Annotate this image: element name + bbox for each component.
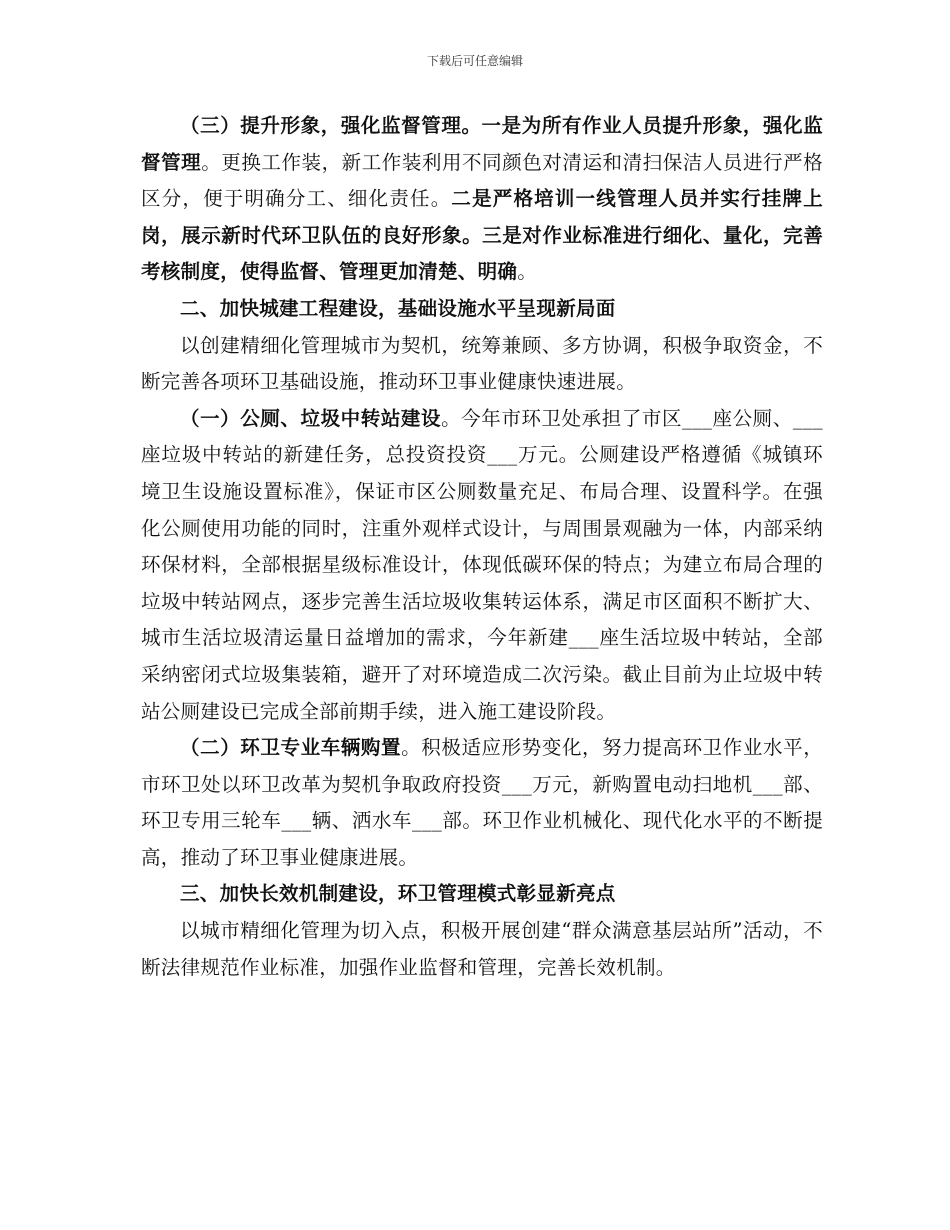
paragraph-text: 。更换工作装，新工作装利用不同颜色对清运和清扫保洁人员进行严格区分，便于明确分工、细化责任。 bbox=[141, 150, 823, 211]
paragraph-vehicle-purchase bbox=[141, 730, 823, 876]
paragraph-lead: （一）公厕、垃圾中转站建设 bbox=[180, 406, 442, 430]
paragraph-lead: （三）提升形象，强化监督管理。一是为所有作业人员提升形象，强化监督管理 bbox=[141, 114, 823, 174]
page-header: 下载后可任意编辑 bbox=[426, 54, 523, 68]
paragraph-improve-image bbox=[141, 108, 823, 291]
paragraph-section-3-intro: 以城市精细化管理为切入点，积极开展创建“群众满意基层站所”活动，不断法律规范作业标准，加强作业监督和管理，完善长效机制。 bbox=[141, 919, 823, 979]
section-heading-2: 二、加快城建工程建设，基础设施水平呈现新局面 bbox=[180, 296, 616, 320]
paragraph-bold-text: 二是严格培训一线管理人员并实行挂牌上岗，展示新时代环卫队伍的良好形象。三是对作业标准进行细化、量化，完善考核制度，使得监督、管理更加清楚、明确 bbox=[141, 187, 823, 284]
paragraph-text: 。今年市环卫处承担了市区___座公厕、___座垃圾中转站的新建任务，总投资投资___万元。公厕建设严格遵循《城镇环境卫生设施设置标准》，保证市区公厕数量充足、布局合理、设置科学。在强化公厕使用功能的同时，注重外观样式设计，与周围景观融为一体，内部采纳环保材料，全部根据星级标准设计，体现低碳环保的特点；为建立布局合理的垃圾中转站网点，逐步完善生活垃圾收集转运体系，满足市区面积不断扩大、城市生活垃圾清运量日益增加的需求，今年新建___座生活垃圾中转站，全部采纳密闭式垃圾集装箱，避开了对环境造成二次污染。截止目前为止垃圾中转站公厕建设已完成全部前期手续，进入施工建设阶段。 bbox=[141, 406, 823, 723]
paragraph-lead: （二）环卫专业车辆购置 bbox=[180, 736, 402, 760]
paragraph-toilets-transfer-stations bbox=[141, 401, 823, 730]
paragraph-text: 。 bbox=[517, 260, 538, 284]
document-body bbox=[141, 108, 823, 986]
paragraph-text: 。积极适应形势变化，努力提高环卫作业水平，市环卫处以环卫改革为契机争取政府投资___万元，新购置电动扫地机___部、环卫专用三轮车___辆、洒水车___部。环卫作业机械化、现代化水平的不断提高，推动了环卫事业健康进展。 bbox=[141, 736, 823, 869]
section-heading-3: 三、加快长效机制建设，环卫管理模式彰显新亮点 bbox=[180, 882, 616, 906]
paragraph-section-2-intro: 以创建精细化管理城市为契机，统筹兼顾、多方协调，积极争取资金，不断完善各项环卫基础设施，推动环卫事业健康快速进展。 bbox=[141, 333, 823, 394]
